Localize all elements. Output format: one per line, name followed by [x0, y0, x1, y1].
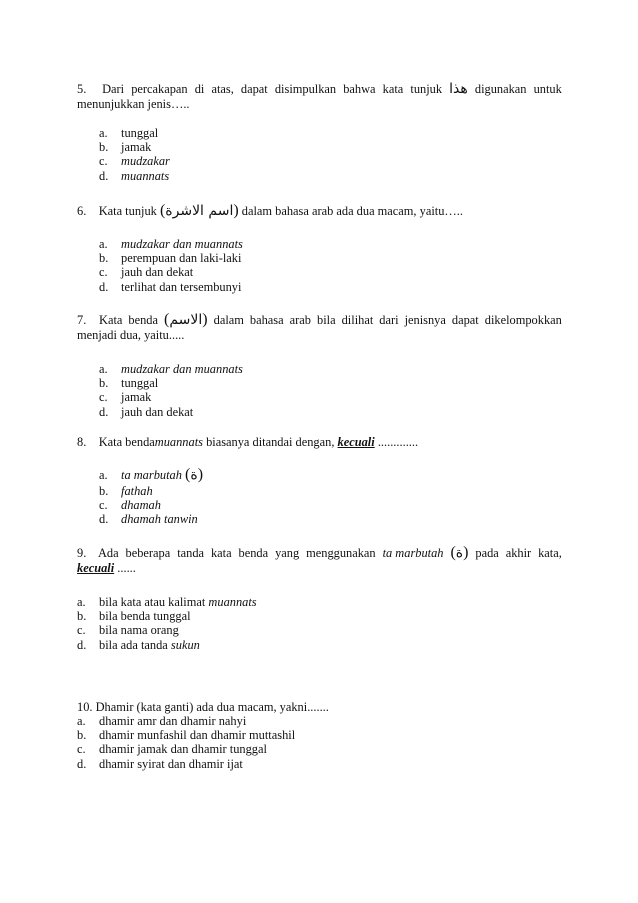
question-6-line-1: 6. Kata tunjuk (اسم الاشرة) dalam bahasa arab ada dua macam, yaitu….. — [77, 202, 463, 219]
option-d[interactable]: d. bila ada tanda sukun — [77, 637, 200, 652]
arabic-letter: ة — [455, 545, 464, 561]
option-a[interactable]: a. dhamir amr dan dhamir nahyi — [77, 714, 247, 728]
option-d[interactable]: d. dhamir syirat dan dhamir ijat — [77, 756, 243, 771]
question-10-line-1: 10. Dhamir (kata ganti) ada dua macam, yakni....... — [77, 700, 329, 714]
option-c[interactable]: c. jauh dan dekat — [99, 265, 194, 280]
option-b[interactable]: b. dhamir munfashil dan dhamir muttashil — [77, 728, 296, 743]
question-number: 5. — [77, 82, 87, 96]
option-a[interactable]: a. mudzakar dan muannats — [99, 237, 243, 251]
arabic-term: اسم الاشرة — [165, 203, 234, 219]
arabic-word: هذا — [449, 81, 468, 97]
question-5 — [77, 82, 562, 111]
option-b[interactable]: b. fathah — [99, 484, 153, 498]
keyword-kecuali: kecuali — [77, 560, 115, 575]
option-a[interactable]: a. tunggal — [99, 126, 159, 140]
question-number: 10. — [77, 700, 93, 714]
option-c[interactable]: c. bila nama orang — [77, 623, 179, 638]
option-a[interactable]: a. ta marbutah ( ة ) — [99, 466, 204, 484]
question-7-options — [99, 362, 243, 419]
question-number: 9. — [77, 546, 87, 560]
question-7 — [77, 313, 562, 342]
question-5-options — [99, 126, 170, 183]
question-10-options — [77, 714, 295, 771]
arabic-term: الاسم — [169, 312, 203, 328]
question-9-options — [77, 595, 257, 652]
option-c[interactable]: c. dhamah — [99, 498, 161, 513]
question-5-line-2: menunjukkan jenis….. — [77, 96, 190, 111]
question-number: 7. — [77, 313, 87, 327]
option-b[interactable]: b. jamak — [99, 140, 152, 155]
option-b[interactable]: b. bila benda tunggal — [77, 609, 191, 624]
keyword-kecuali: kecuali — [337, 435, 375, 449]
option-c[interactable]: c. dhamir jamak dan dhamir tunggal — [77, 742, 267, 757]
option-a[interactable]: a. mudzakar dan muannats — [99, 362, 243, 376]
question-8 — [77, 435, 562, 450]
question-7-line-2: menjadi dua, yaitu..... — [77, 327, 185, 342]
option-d[interactable]: d. jauh dan dekat — [99, 404, 194, 419]
option-d[interactable]: d. terlihat dan tersembunyi — [99, 279, 242, 294]
question-9-line-1: 9. Ada beberapa tanda kata benda yang menggunakan ta marbutah (ة) pada akhir kata, — [77, 544, 562, 561]
arabic-letter: ة — [190, 467, 198, 484]
option-c[interactable]: c. mudzakar — [99, 154, 170, 169]
question-6-options — [99, 237, 243, 294]
option-d[interactable]: d. muannats — [99, 168, 170, 183]
question-6 — [77, 204, 562, 219]
question-10 — [77, 700, 562, 715]
question-7-line-1: 7. Kata benda (الاسم) dalam bahasa arab bila dilihat dari jenisnya dapat dikelompokkan — [77, 311, 562, 328]
question-8-options — [99, 467, 203, 527]
question-5-line-1: 5. Dari percakapan di atas, dapat disimpulkan bahwa kata tunjuk هذا digunakan untuk — [77, 81, 562, 97]
question-number: 6. — [77, 204, 87, 218]
question-8-line-1: 8. Kata bendamuannats biasanya ditandai dengan, kecuali ............. — [77, 435, 419, 449]
option-d[interactable]: d. dhamah tanwin — [99, 512, 198, 527]
option-a[interactable]: a. bila kata atau kalimat muannats — [77, 595, 257, 609]
question-9-line-2: kecuali ...... — [77, 560, 136, 575]
option-c[interactable]: c. jamak — [99, 390, 152, 405]
question-number: 8. — [77, 435, 87, 449]
option-b[interactable]: b. tunggal — [99, 376, 159, 391]
question-9 — [77, 546, 562, 575]
option-b[interactable]: b. perempuan dan laki-laki — [99, 251, 242, 266]
